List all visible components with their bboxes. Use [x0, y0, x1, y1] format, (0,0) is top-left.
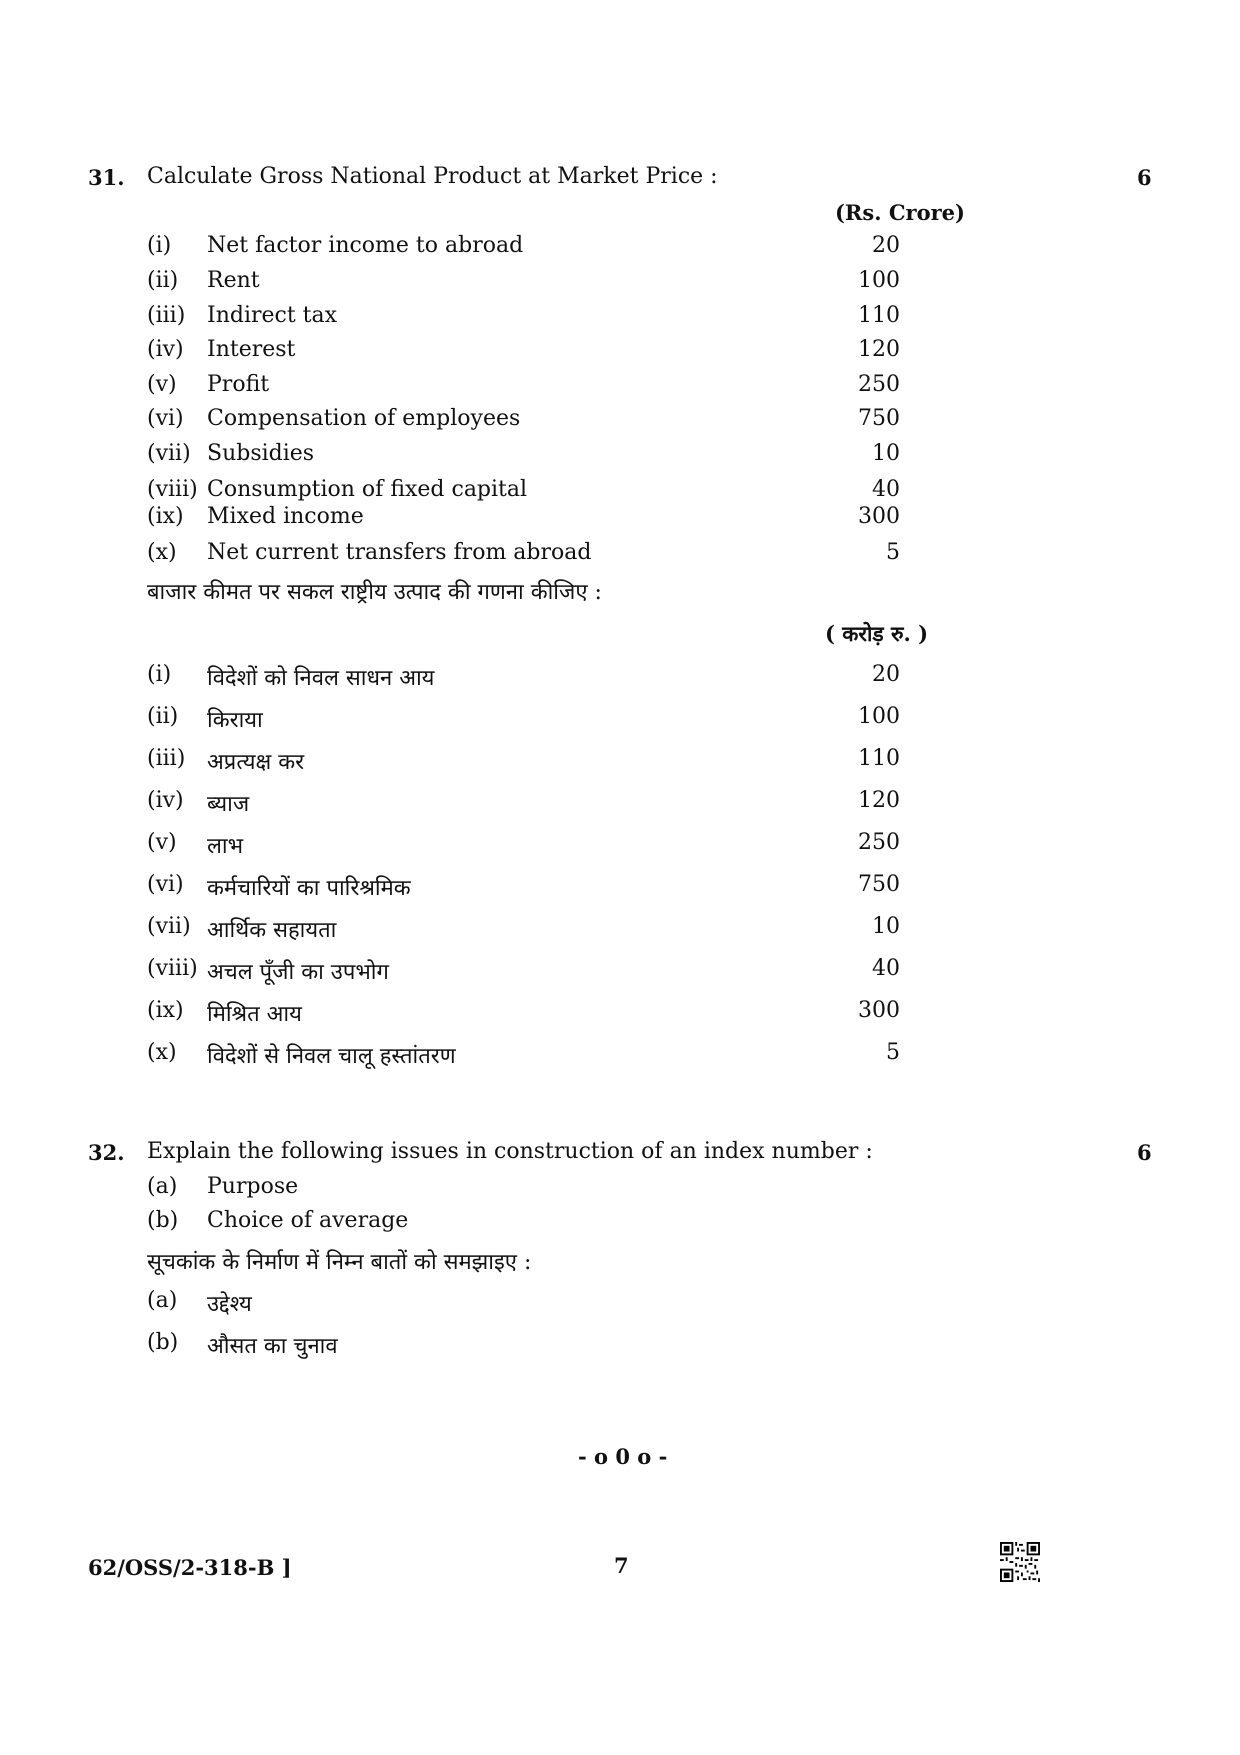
item-label: Net current transfers from abroad — [207, 540, 592, 565]
item-value: 120 — [858, 337, 900, 362]
item-label: लाभ — [207, 834, 244, 859]
item-label: Consumption of fixed capital — [207, 477, 528, 502]
unit-label-hindi: ( करोड़ रु. ) — [825, 621, 929, 646]
list-item — [0, 746, 1240, 776]
item-number: (vi) — [147, 406, 184, 431]
question-31-text-hindi: बाजार कीमत पर सकल राष्ट्रीय उत्पाद की गणना कीजिए : — [147, 580, 602, 605]
qr-code-icon — [1000, 1542, 1040, 1582]
question-32-text-hindi: सूचकांक के निर्माण में निम्न बातों को समझाइए : — [147, 1250, 532, 1275]
item-number: (iii) — [147, 303, 186, 328]
list-item — [0, 441, 1240, 471]
paper-code: 62/OSS/2-318-B ] — [88, 1555, 292, 1580]
item-number: (v) — [147, 372, 177, 397]
list-item — [0, 1174, 1240, 1204]
item-value: 40 — [872, 956, 900, 981]
item-label: Compensation of employees — [207, 406, 521, 431]
item-label: विदेशों से निवल चालू हस्तांतरण — [207, 1044, 456, 1069]
item-label: Mixed income — [207, 504, 364, 529]
item-number: (iv) — [147, 337, 184, 362]
item-number: (ix) — [147, 504, 184, 529]
question-31-number: 31. — [88, 165, 125, 190]
item-label: अचल पूँजी का उपभोग — [207, 960, 389, 985]
item-number: (vii) — [147, 441, 191, 466]
list-item — [0, 233, 1240, 263]
list-item — [0, 477, 1240, 507]
item-label: विदेशों को निवल साधन आय — [207, 666, 435, 691]
item-label: आर्थिक सहायता — [207, 918, 337, 943]
item-value: 750 — [858, 406, 900, 431]
list-item — [0, 788, 1240, 818]
list-item — [0, 268, 1240, 298]
item-value: 750 — [858, 872, 900, 897]
item-number: (ii) — [147, 704, 179, 729]
item-value: 110 — [858, 303, 900, 328]
item-number: (v) — [147, 830, 177, 855]
item-number: (vii) — [147, 914, 191, 939]
item-label: Rent — [207, 268, 260, 293]
item-value: 250 — [858, 830, 900, 855]
end-mark: - o 0 o - — [578, 1444, 668, 1469]
item-value: 10 — [872, 441, 900, 466]
list-item — [0, 1208, 1240, 1238]
list-item — [0, 662, 1240, 692]
page-number: 7 — [614, 1553, 629, 1578]
list-item — [0, 830, 1240, 860]
item-value: 250 — [858, 372, 900, 397]
item-value: 100 — [858, 704, 900, 729]
item-number: (ii) — [147, 268, 179, 293]
list-item — [0, 540, 1240, 570]
item-number: (iv) — [147, 788, 184, 813]
item-label: Profit — [207, 372, 270, 397]
item-value: 20 — [872, 233, 900, 258]
item-value: 5 — [886, 540, 900, 565]
list-item — [0, 872, 1240, 902]
list-item — [0, 914, 1240, 944]
list-item — [0, 406, 1240, 436]
item-number: (i) — [147, 662, 172, 687]
item-label: Subsidies — [207, 441, 315, 466]
list-item — [0, 998, 1240, 1028]
item-value: 300 — [858, 504, 900, 529]
item-label: ब्याज — [207, 792, 250, 817]
list-item — [0, 1040, 1240, 1070]
item-label: Indirect tax — [207, 303, 338, 328]
unit-label-en: (Rs. Crore) — [835, 200, 965, 225]
item-number: (i) — [147, 233, 172, 258]
list-item — [0, 1288, 1240, 1318]
item-label: औसत का चुनाव — [207, 1334, 338, 1359]
item-number: (x) — [147, 540, 177, 565]
item-label: मिश्रित आय — [207, 1002, 302, 1027]
item-label: Choice of average — [207, 1208, 409, 1233]
item-label: किराया — [207, 708, 263, 733]
item-label: Purpose — [207, 1174, 299, 1199]
list-item — [0, 1330, 1240, 1360]
item-value: 120 — [858, 788, 900, 813]
list-item — [0, 504, 1240, 534]
item-value: 20 — [872, 662, 900, 687]
item-label: अप्रत्यक्ष कर — [207, 750, 305, 775]
item-number: (b) — [147, 1330, 179, 1355]
item-label: उद्देश्य — [207, 1292, 252, 1317]
item-number: (viii) — [147, 477, 198, 502]
item-number: (b) — [147, 1208, 179, 1233]
list-item — [0, 337, 1240, 367]
list-item — [0, 303, 1240, 333]
item-value: 40 — [872, 477, 900, 502]
list-item — [0, 956, 1240, 986]
item-number: (x) — [147, 1040, 177, 1065]
question-32-marks: 6 — [1137, 1140, 1152, 1165]
item-label: Net factor income to abroad — [207, 233, 524, 258]
question-32-text: Explain the following issues in construction of an index number : — [147, 1139, 873, 1164]
list-item — [0, 704, 1240, 734]
item-value: 110 — [858, 746, 900, 771]
item-number: (a) — [147, 1288, 178, 1313]
item-number: (a) — [147, 1174, 178, 1199]
item-label: Interest — [207, 337, 296, 362]
item-value: 10 — [872, 914, 900, 939]
item-value: 5 — [886, 1040, 900, 1065]
item-number: (ix) — [147, 998, 184, 1023]
item-value: 100 — [858, 268, 900, 293]
item-label: कर्मचारियों का पारिश्रमिक — [207, 876, 411, 901]
item-value: 300 — [858, 998, 900, 1023]
question-32-number: 32. — [88, 1140, 125, 1165]
item-number: (vi) — [147, 872, 184, 897]
item-number: (viii) — [147, 956, 198, 981]
question-31-marks: 6 — [1137, 165, 1152, 190]
list-item — [0, 372, 1240, 402]
question-31-text: Calculate Gross National Product at Market Price : — [147, 164, 718, 189]
item-number: (iii) — [147, 746, 186, 771]
